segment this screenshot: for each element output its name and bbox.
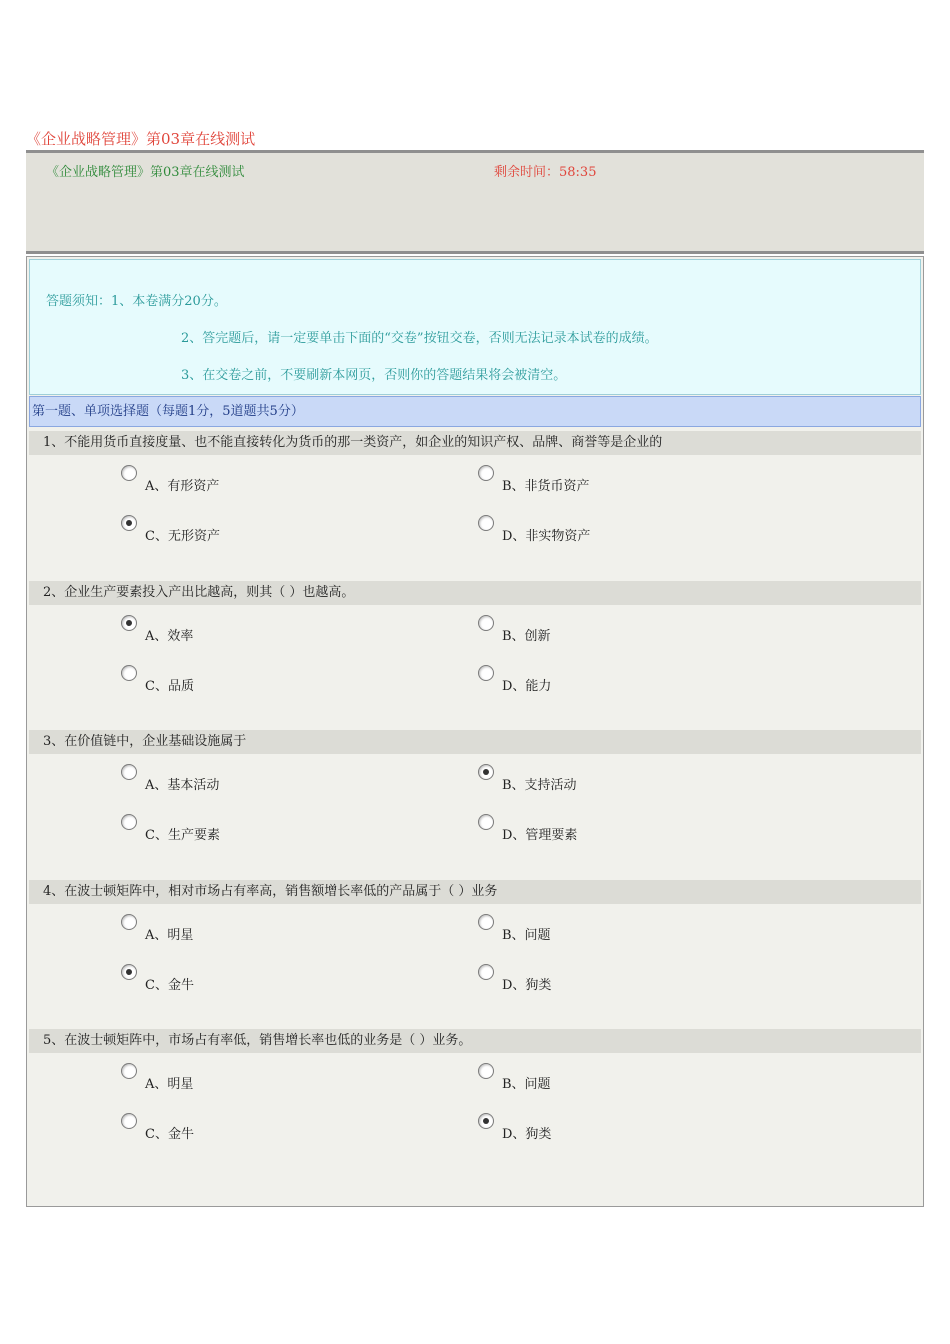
option-label: A、明星	[145, 1077, 194, 1092]
radio-button[interactable]	[478, 515, 494, 531]
question-text: 3、在价值链中，企业基础设施属于	[29, 730, 921, 754]
option-a[interactable]	[121, 770, 219, 792]
option-d[interactable]	[478, 1119, 551, 1141]
option-b[interactable]	[478, 920, 551, 942]
radio-button[interactable]	[121, 914, 137, 930]
option-label: D、狗类	[502, 1127, 552, 1142]
radio-button[interactable]	[121, 764, 137, 780]
instruction-line-3: 3、在交卷之前，不要刷新本网页，否则你的答题结果将会被清空。	[181, 368, 567, 383]
radio-button-selected[interactable]	[478, 1113, 494, 1129]
question-3	[29, 730, 921, 880]
option-c[interactable]	[121, 671, 194, 693]
question-text: 2、企业生产要素投入产出比越高，则其（ ）也越高。	[29, 581, 921, 605]
option-label: A、有形资产	[145, 479, 220, 494]
option-label: C、生产要素	[145, 828, 220, 843]
radio-button[interactable]	[478, 465, 494, 481]
radio-button[interactable]	[478, 615, 494, 631]
option-a[interactable]	[121, 1069, 193, 1091]
option-label: A、基本活动	[145, 778, 220, 793]
option-d[interactable]	[478, 521, 590, 543]
quiz-container	[26, 256, 924, 1207]
radio-button[interactable]	[121, 1063, 137, 1079]
option-label: C、无形资产	[145, 529, 220, 544]
option-c[interactable]	[121, 521, 220, 543]
question-text: 4、在波士顿矩阵中，相对市场占有率高，销售额增长率低的产品属于（ ）业务	[29, 880, 921, 904]
radio-button[interactable]	[121, 465, 137, 481]
question-5	[29, 1029, 921, 1179]
question-2	[29, 581, 921, 731]
option-label: A、效率	[145, 629, 194, 644]
option-c[interactable]	[121, 820, 220, 842]
question-4	[29, 880, 921, 1030]
option-label: A、明星	[145, 928, 194, 943]
instruction-line-1: 答题须知：1、本卷满分20分。	[46, 294, 227, 309]
radio-button[interactable]	[121, 1113, 137, 1129]
instruction-line-2: 2、答完题后，请一定要单击下面的“交卷”按钮交卷，否则无法记录本试卷的成绩。	[181, 331, 658, 346]
option-label: D、非实物资产	[502, 529, 591, 544]
option-b[interactable]	[478, 1069, 551, 1091]
option-label: B、问题	[502, 928, 551, 943]
radio-button[interactable]	[478, 914, 494, 930]
radio-button[interactable]	[121, 814, 137, 830]
option-label: C、金牛	[145, 978, 194, 993]
radio-button[interactable]	[478, 814, 494, 830]
option-b[interactable]	[478, 770, 577, 792]
option-label: D、能力	[502, 679, 552, 694]
option-label: D、管理要素	[502, 828, 578, 843]
radio-button-selected[interactable]	[121, 964, 137, 980]
page-title: 《企业战略管理》第03章在线测试	[26, 130, 256, 148]
section-header: 第一题、单项选择题（每题1分，5道题共5分）	[29, 396, 921, 427]
option-d[interactable]	[478, 820, 577, 842]
option-a[interactable]	[121, 471, 219, 493]
radio-button-selected[interactable]	[121, 615, 137, 631]
option-b[interactable]	[478, 471, 590, 493]
option-label: B、支持活动	[502, 778, 577, 793]
header-title: 《企业战略管理》第03章在线测试	[46, 165, 245, 180]
question-text: 1、不能用货币直接度量、也不能直接转化为货币的那一类资产，如企业的知识产权、品牌、商誉等是企业的	[29, 431, 921, 455]
radio-button-selected[interactable]	[478, 764, 494, 780]
option-label: D、狗类	[502, 978, 552, 993]
option-a[interactable]	[121, 920, 193, 942]
question-1	[29, 431, 921, 581]
option-a[interactable]	[121, 621, 193, 643]
countdown-timer: 剩余时间：58:35	[494, 165, 597, 180]
option-c[interactable]	[121, 970, 194, 992]
option-label: C、金牛	[145, 1127, 194, 1142]
question-text: 5、在波士顿矩阵中，市场占有率低，销售增长率也低的业务是（ ）业务。	[29, 1029, 921, 1053]
radio-button[interactable]	[478, 1063, 494, 1079]
instructions-panel	[29, 259, 921, 395]
radio-button[interactable]	[478, 964, 494, 980]
option-label: B、问题	[502, 1077, 551, 1092]
radio-button-selected[interactable]	[121, 515, 137, 531]
option-label: B、创新	[502, 629, 551, 644]
option-d[interactable]	[478, 671, 551, 693]
option-label: C、品质	[145, 679, 194, 694]
header-band	[26, 150, 924, 254]
radio-button[interactable]	[121, 665, 137, 681]
option-label: B、非货币资产	[502, 479, 590, 494]
option-b[interactable]	[478, 621, 551, 643]
option-c[interactable]	[121, 1119, 194, 1141]
radio-button[interactable]	[478, 665, 494, 681]
option-d[interactable]	[478, 970, 551, 992]
